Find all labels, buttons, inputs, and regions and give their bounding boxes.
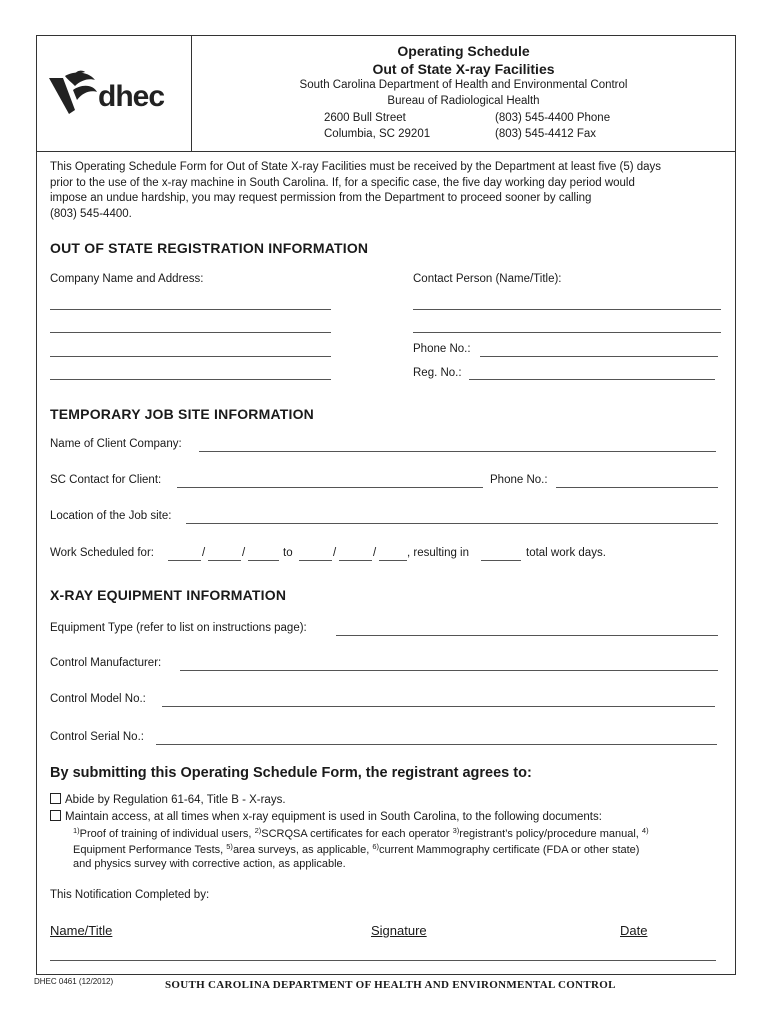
form-title: Operating Schedule xyxy=(397,43,530,59)
total-label: total work days. xyxy=(526,547,606,559)
documents-line-3: and physics survey with corrective action, as applicable. xyxy=(73,858,346,870)
work-label: Work Scheduled for: xyxy=(50,547,154,559)
dhec-logo-icon xyxy=(45,70,101,118)
city: Columbia, SC 29201 xyxy=(324,127,431,140)
contact-label: Contact Person (Name/Title): xyxy=(413,273,562,285)
manufacturer-line[interactable] xyxy=(180,670,718,671)
footer-department: SOUTH CAROLINA DEPARTMENT OF HEALTH AND ENVIRONMENTAL CONTROL xyxy=(165,979,616,991)
form-subtitle: Out of State X-ray Facilities xyxy=(372,61,555,77)
agreement-heading: By submitting this Operating Schedule Form, the registrant agrees to: xyxy=(50,765,532,781)
client-label: Name of Client Company: xyxy=(50,438,182,450)
footnote-number: 3) xyxy=(452,826,460,835)
equipment-type-label: Equipment Type (refer to list on instructions page): xyxy=(50,622,307,634)
documents-line-2 xyxy=(73,842,639,856)
phone-label: Phone No.: xyxy=(413,343,471,355)
reg-line[interactable] xyxy=(469,379,715,380)
model-label: Control Model No.: xyxy=(50,693,146,705)
intro-line: (803) 545-4400. xyxy=(50,207,132,220)
fax: (803) 545-4412 Fax xyxy=(495,127,597,140)
client-phone-label: Phone No.: xyxy=(490,474,548,486)
slash: / xyxy=(333,547,337,559)
doc-text: SCRQSA certificates for each operator xyxy=(261,828,450,840)
equipment-type-line[interactable] xyxy=(336,635,718,636)
serial-line[interactable] xyxy=(156,744,717,745)
department-name: South Carolina Department of Health and Environmental Control xyxy=(299,79,628,91)
intro-line: This Operating Schedule Form for Out of State X-ray Facilities must be received by the Department at least five (5) days xyxy=(50,161,662,173)
jobsite-heading: TEMPORARY JOB SITE INFORMATION xyxy=(50,406,314,422)
client-line[interactable] xyxy=(199,451,716,452)
model-line[interactable] xyxy=(162,706,715,707)
signature-line[interactable] xyxy=(50,960,716,961)
company-line-3[interactable] xyxy=(50,356,331,357)
logo-text: dhec xyxy=(98,80,165,113)
bureau-name: Bureau of Radiological Health xyxy=(387,94,540,107)
sc-contact-line[interactable] xyxy=(177,487,483,488)
registration-heading: OUT OF STATE REGISTRATION INFORMATION xyxy=(50,240,369,256)
resulting-label: , resulting in xyxy=(407,547,470,559)
completed-label: This Notification Completed by: xyxy=(50,889,210,901)
doc-text: area surveys, as applicable, xyxy=(232,844,370,856)
footnote-number: 1) xyxy=(73,826,80,835)
company-line-4[interactable] xyxy=(50,379,331,380)
doc-text: Proof of training of individual users, xyxy=(79,828,252,840)
slash: / xyxy=(202,547,206,559)
intro-line: prior to the use of the x-ray machine in South Carolina. If, for a specific case, the five day working day period would xyxy=(50,176,635,189)
slash: / xyxy=(373,547,377,559)
name-title-header: Name/Title xyxy=(50,923,113,938)
logo-cell xyxy=(37,36,192,151)
phone-line[interactable] xyxy=(480,356,718,357)
agreement-item-2 xyxy=(50,810,602,823)
start-month-line[interactable] xyxy=(168,560,201,561)
item-text: Abide by Regulation 61-64, Title B - X-rays. xyxy=(65,794,286,806)
end-day-line[interactable] xyxy=(339,560,372,561)
item-text: Maintain access, at all times when x-ray equipment is used in South Carolina, to the following documents: xyxy=(65,811,602,823)
start-year-line[interactable] xyxy=(248,560,279,561)
total-days-line[interactable] xyxy=(481,560,521,561)
location-label: Location of the Job site: xyxy=(50,510,172,522)
company-line-2[interactable] xyxy=(50,332,331,333)
to-label: to xyxy=(283,547,293,559)
form-code: DHEC 0461 (12/2012) xyxy=(34,977,114,986)
end-year-line[interactable] xyxy=(379,560,407,561)
footnote-number: 4) xyxy=(641,826,649,835)
checkbox[interactable] xyxy=(50,810,61,821)
reg-label: Reg. No.: xyxy=(413,367,462,379)
intro-line: impose an undue hardship, you may request permission from the Department to proceed sooner by calling xyxy=(50,192,592,204)
footnote-number: 5) xyxy=(226,842,233,851)
footnote-number: 6) xyxy=(372,842,380,851)
start-day-line[interactable] xyxy=(208,560,241,561)
date-header: Date xyxy=(620,923,648,938)
manufacturer-label: Control Manufacturer: xyxy=(50,657,162,669)
sc-contact-label: SC Contact for Client: xyxy=(50,474,162,486)
company-line-1[interactable] xyxy=(50,309,331,310)
address-block xyxy=(324,111,430,142)
end-month-line[interactable] xyxy=(299,560,332,561)
checkbox[interactable] xyxy=(50,793,61,804)
doc-text: current Mammography certificate (FDA or other state) xyxy=(379,844,640,856)
documents-line-1 xyxy=(73,826,649,840)
signature-header: Signature xyxy=(371,923,427,938)
equipment-heading: X-RAY EQUIPMENT INFORMATION xyxy=(50,587,287,603)
slash: / xyxy=(242,547,246,559)
doc-text: Equipment Performance Tests, xyxy=(73,844,224,856)
intro-paragraph xyxy=(50,160,730,222)
phone: (803) 545-4400 Phone xyxy=(495,112,611,124)
form-header xyxy=(37,36,735,152)
location-line[interactable] xyxy=(186,523,718,524)
contact-line-1[interactable] xyxy=(413,309,721,310)
contact-block xyxy=(495,111,610,142)
street: 2600 Bull Street xyxy=(324,112,406,124)
doc-text: registrant’s policy/procedure manual, xyxy=(459,828,639,840)
agreement-item-1 xyxy=(50,793,286,806)
serial-label: Control Serial No.: xyxy=(50,731,144,743)
footnote-number: 2) xyxy=(254,826,262,835)
client-phone-line[interactable] xyxy=(556,487,718,488)
contact-line-2[interactable] xyxy=(413,332,721,333)
company-label: Company Name and Address: xyxy=(50,273,204,285)
header-text xyxy=(192,42,735,109)
